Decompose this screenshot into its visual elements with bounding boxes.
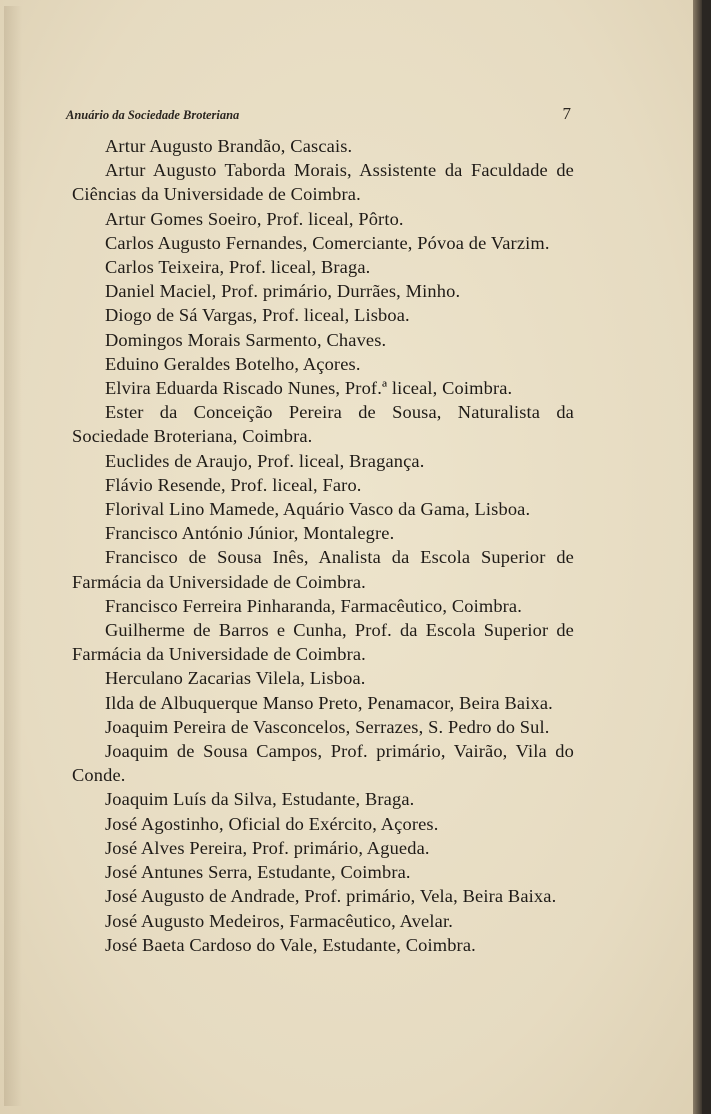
member-entry: Florival Lino Mamede, Aquário Vasco da Gama, Lisboa. bbox=[105, 499, 531, 520]
member-entry: Francisco Ferreira Pinharanda, Farmacêutico, Coimbra. bbox=[105, 595, 522, 616]
member-entry: José Augusto Medeiros, Farmacêutico, Avelar. bbox=[105, 910, 453, 931]
page-header bbox=[66, 104, 571, 126]
member-entry: José Augusto de Andrade, Prof. primário, Vela, Beira Baixa. bbox=[105, 886, 557, 907]
member-entry: José Antunes Serra, Estudante, Coimbra. bbox=[105, 862, 411, 883]
member-entry: Herculano Zacarias Vilela, Lisboa. bbox=[105, 668, 366, 689]
member-entry: Artur Gomes Soeiro, Prof. liceal, Pôrto. bbox=[105, 208, 404, 229]
member-entry: Diogo de Sá Vargas, Prof. liceal, Lisboa. bbox=[105, 305, 410, 326]
page-number: 7 bbox=[562, 104, 571, 123]
member-entry: Joaquim Pereira de Vasconcelos, Serrazes, S. Pedro do Sul. bbox=[105, 716, 550, 737]
member-entry: Francisco de Sousa Inês, Analista da Escola Superior de Farmácia da Universidade de Coimbra. bbox=[72, 547, 574, 592]
member-entry: Flávio Resende, Prof. liceal, Faro. bbox=[105, 474, 362, 495]
member-entry: Joaquim de Sousa Campos, Prof. primário, Vairão, Vila do Conde. bbox=[72, 741, 574, 786]
member-entry: Euclides de Araujo, Prof. liceal, Bragança. bbox=[105, 450, 425, 471]
member-entry: Eduino Geraldes Botelho, Açores. bbox=[105, 353, 361, 374]
member-entry: Carlos Augusto Fernandes, Comerciante, Póvoa de Varzim. bbox=[105, 232, 550, 253]
member-entry: Artur Augusto Brandão, Cascais. bbox=[105, 136, 353, 156]
member-entry: Domingos Morais Sarmento, Chaves. bbox=[105, 329, 387, 350]
member-entry: Artur Augusto Taborda Morais, Assistente da Faculdade de Ciências da Universidade de Coimbra. bbox=[72, 160, 574, 205]
member-list bbox=[72, 134, 574, 957]
member-entry: Ilda de Albuquerque Manso Preto, Penamacor, Beira Baixa. bbox=[105, 692, 553, 713]
member-entry: Francisco António Júnior, Montalegre. bbox=[105, 523, 395, 544]
page-edge-shadow bbox=[693, 0, 702, 1114]
member-entry: Joaquim Luís da Silva, Estudante, Braga. bbox=[105, 789, 415, 810]
member-entry: Daniel Maciel, Prof. primário, Durrães, Minho. bbox=[105, 281, 461, 302]
member-entry: José Agostinho, Oficial do Exército, Açores. bbox=[105, 813, 439, 834]
member-entry: Elvira Eduarda Riscado Nunes, Prof.ª liceal, Coimbra. bbox=[105, 378, 513, 399]
member-entry: José Baeta Cardoso do Vale, Estudante, Coimbra. bbox=[105, 934, 476, 955]
member-entry: Guilherme de Barros e Cunha, Prof. da Escola Superior de Farmácia da Universidade de Coimbra. bbox=[72, 620, 574, 665]
member-entry: Ester da Conceição Pereira de Sousa, Naturalista da Sociedade Broteriana, Coimbra. bbox=[72, 402, 574, 447]
running-title: Anuário da Sociedade Broteriana bbox=[66, 108, 240, 122]
member-entry: Carlos Teixeira, Prof. liceal, Braga. bbox=[105, 257, 371, 278]
member-entry: José Alves Pereira, Prof. primário, Agueda. bbox=[105, 837, 430, 858]
